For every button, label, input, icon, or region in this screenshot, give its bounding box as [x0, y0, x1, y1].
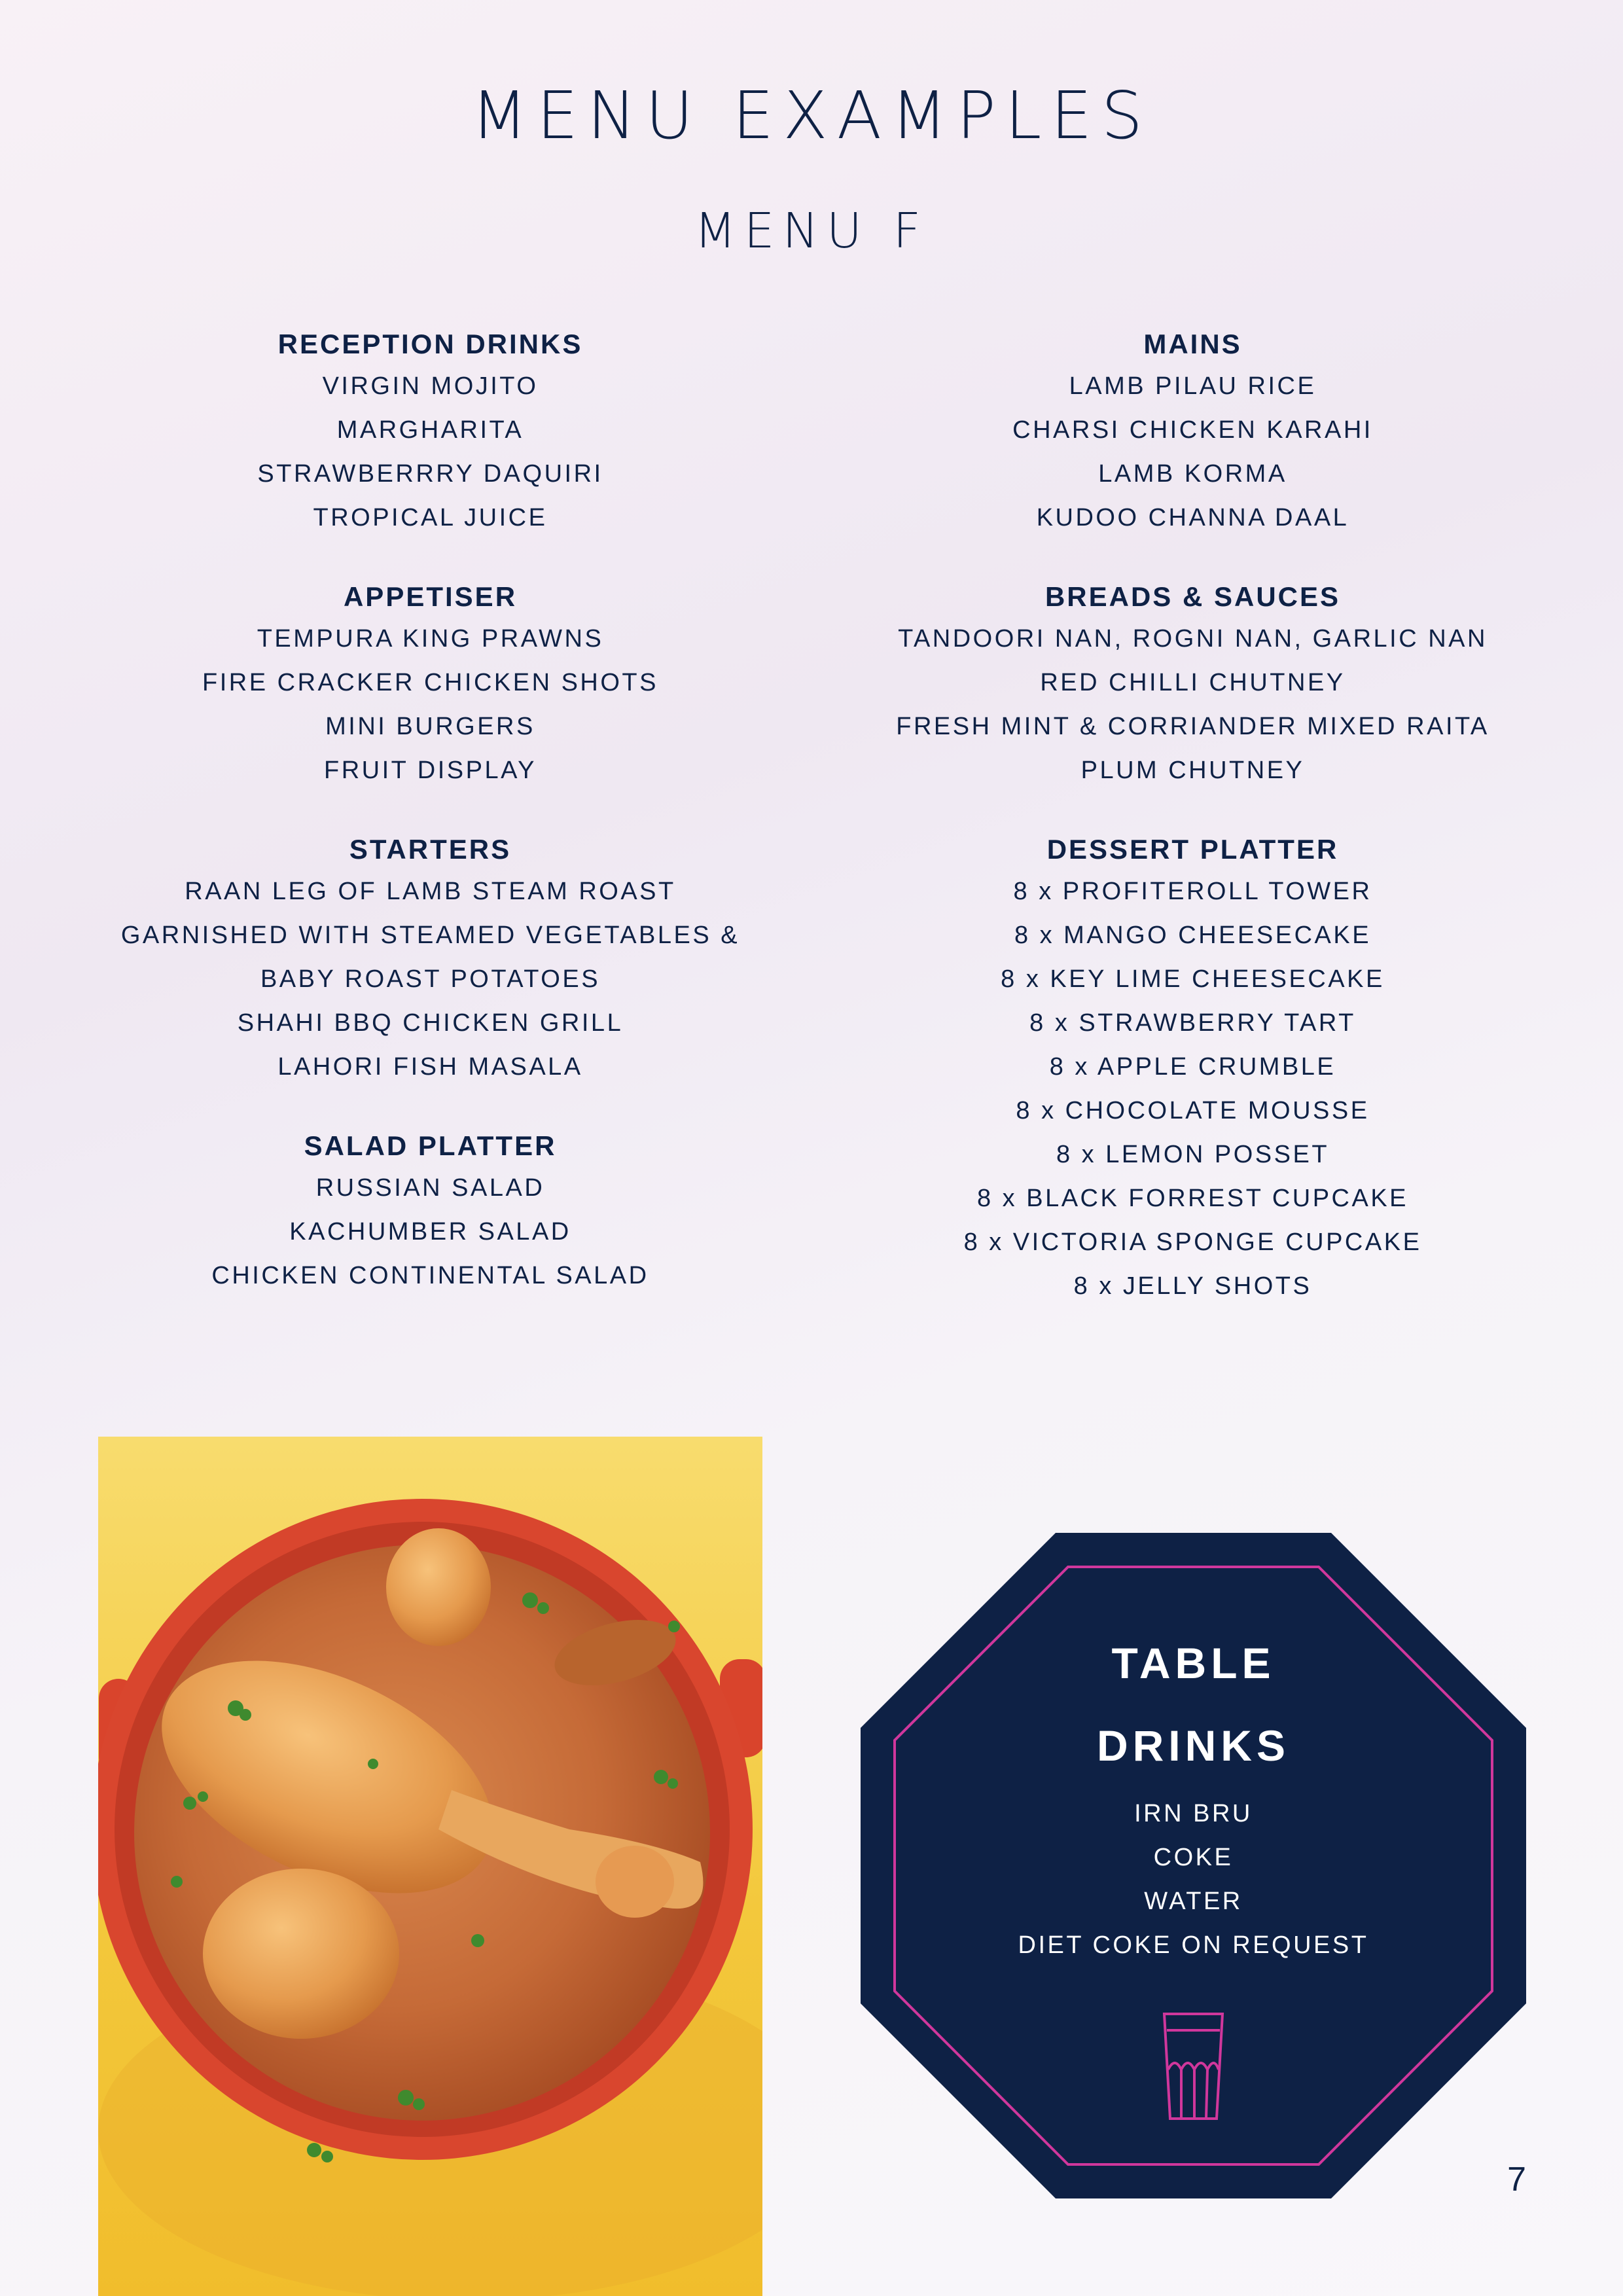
section-heading: DESSERT PLATTER [1046, 834, 1339, 865]
menu-item: RUSSIAN SALAD [315, 1174, 545, 1202]
section-heading: MAINS [1143, 329, 1242, 359]
menu-item: PLUM CHUTNEY [1080, 757, 1305, 784]
section-heading: BREADS & SAUCES [1044, 581, 1341, 612]
chicken-curry-image [98, 1437, 762, 2296]
table-drink-item: COKE [1153, 1844, 1234, 1871]
menu-section [65, 577, 795, 793]
menu-item: GARNISHED WITH STEAMED VEGETABLES & [120, 922, 740, 949]
table-drink-item: DIET COKE ON REQUEST [1018, 1931, 1369, 1959]
menu-subtitle: MENU F [694, 203, 929, 259]
section-heading: RECEPTION DRINKS [277, 329, 583, 359]
menu-item: LAMB KORMA [1098, 460, 1287, 488]
menu-item: LAHORI FISH MASALA [277, 1053, 583, 1081]
menu-item: RAAN LEG OF LAMB STEAM ROAST [185, 878, 676, 905]
table-drink-item: IRN BRU [1134, 1800, 1253, 1827]
menu-item: STRAWBERRRY DAQUIRI [257, 460, 603, 488]
menu-item: BABY ROAST POTATOES [260, 965, 601, 993]
menu-item: MARGHARITA [336, 416, 524, 444]
menu-item: FIRE CRACKER CHICKEN SHOTS [202, 669, 658, 696]
menu-item: FRUIT DISPLAY [324, 757, 537, 784]
menu-item: LAMB PILAU RICE [1069, 372, 1317, 400]
menu-item: 8 x MANGO CHEESECAKE [1014, 922, 1372, 949]
menu-item: RED CHILLI CHUTNEY [1040, 669, 1346, 696]
table-drinks-list [861, 1792, 1526, 1967]
menu-item: 8 x KEY LIME CHEESECAKE [1001, 965, 1385, 993]
menu-item: 8 x CHOCOLATE MOUSSE [1016, 1097, 1370, 1124]
page-number: 7 [1507, 2161, 1526, 2198]
menu-item: MINI BURGERS [325, 713, 535, 740]
menu-section [838, 577, 1548, 793]
menu-item: 8 x BLACK FORREST CUPCAKE [976, 1185, 1409, 1212]
table-drinks-title-line2: DRINKS [1096, 1721, 1290, 1770]
menu-section [65, 1126, 795, 1298]
menu-item: KACHUMBER SALAD [289, 1218, 571, 1246]
menu-item: 8 x LEMON POSSET [1056, 1141, 1330, 1168]
section-heading: STARTERS [349, 834, 512, 865]
section-heading: SALAD PLATTER [304, 1130, 557, 1161]
menu-item: KUDOO CHANNA DAAL [1036, 504, 1349, 531]
menu-item: FRESH MINT & CORRIANDER MIXED RAITA [896, 713, 1489, 740]
menu-item: TEMPURA KING PRAWNS [257, 625, 604, 653]
menu-section [65, 829, 795, 1089]
menu-item: VIRGIN MOJITO [322, 372, 539, 400]
menu-section [65, 324, 795, 540]
curry-bowl-illustration [98, 1437, 762, 2296]
menu-item: 8 x JELLY SHOTS [1073, 1272, 1312, 1300]
menu-item: CHARSI CHICKEN KARAHI [1012, 416, 1373, 444]
page-title: MENU EXAMPLES [471, 77, 1152, 154]
menu-item: 8 x PROFITEROLL TOWER [1013, 878, 1372, 905]
right-menu-column [838, 324, 1548, 1345]
menu-item: 8 x STRAWBERRY TART [1029, 1009, 1356, 1037]
table-drinks-title-line1: TABLE [1111, 1639, 1275, 1687]
menu-item: 8 x VICTORIA SPONGE CUPCAKE [963, 1229, 1422, 1256]
menu-item: SHAHI BBQ CHICKEN GRILL [237, 1009, 624, 1037]
table-drinks-heading [861, 1622, 1526, 1787]
menu-item: TANDOORI NAN, ROGNI NAN, GARLIC NAN [898, 625, 1488, 653]
menu-section [838, 324, 1548, 540]
table-drink-item: WATER [1144, 1888, 1243, 1915]
section-heading: APPETISER [343, 581, 518, 612]
menu-item: 8 x APPLE CRUMBLE [1049, 1053, 1336, 1081]
menu-item: TROPICAL JUICE [313, 504, 548, 531]
menu-section [838, 829, 1548, 1308]
menu-item: CHICKEN CONTINENTAL SALAD [211, 1262, 649, 1289]
left-menu-column [65, 324, 795, 1335]
